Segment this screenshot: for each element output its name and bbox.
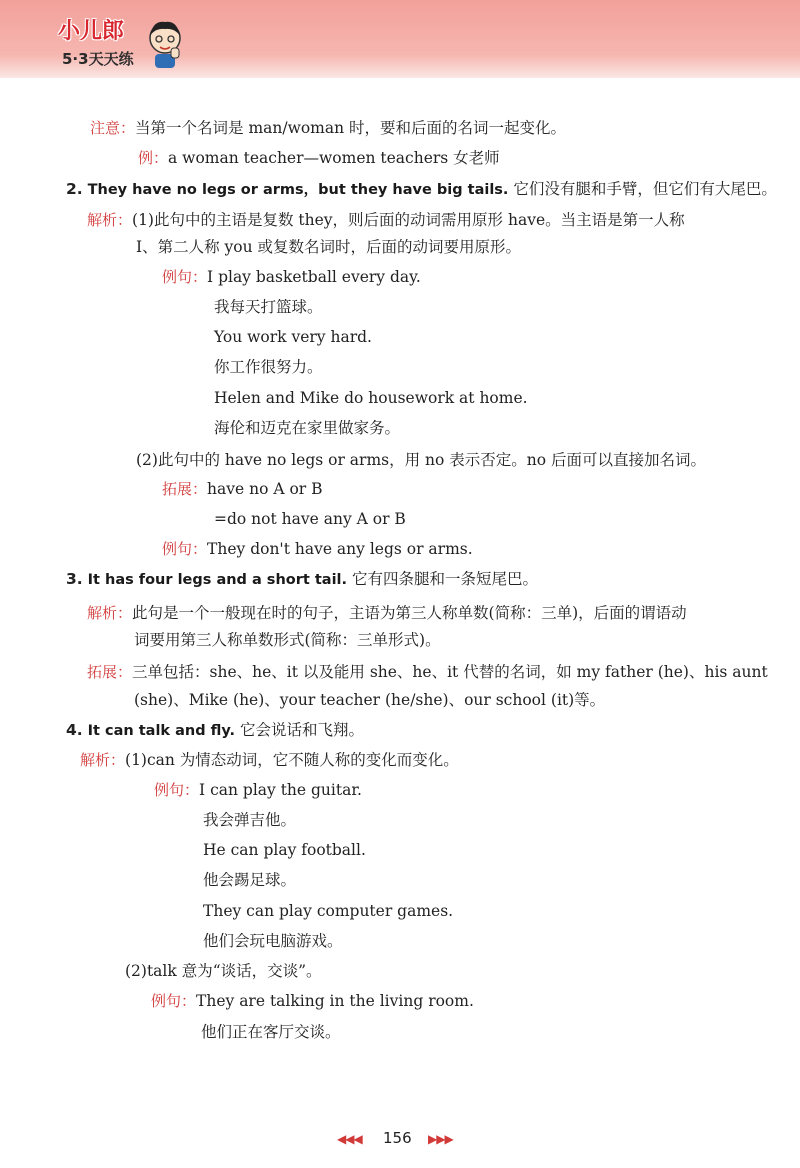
item4-heading	[66, 720, 364, 741]
brand-logo	[58, 14, 158, 74]
page-header	[0, 0, 800, 78]
item4-example-tag: 例句：	[154, 781, 200, 799]
brand-title: 小儿郎	[58, 19, 125, 44]
item3-extension-tag: 拓展：	[87, 663, 133, 681]
item4-ex2-chinese: 他会踢足球。	[203, 871, 297, 889]
item3-extension-1: 三单包括：she、he、it 以及能用 she、he、it 代替的名词，如 my father (he)、his aunt	[132, 663, 768, 681]
item2-example-tag: 例句：	[162, 268, 208, 286]
item2-analysis-line	[87, 210, 685, 230]
item3-analysis-1: 此句是一个一般现在时的句子，主语为第三人称单数(简称：三单)，后面的谓语动	[132, 604, 687, 622]
item4-ex2-english: He can play football.	[203, 841, 366, 859]
item4-ex1-chinese: 我会弹吉他。	[203, 811, 297, 829]
item4-ex4-english: They are talking in the living room.	[196, 992, 474, 1010]
mascot-icon	[145, 18, 185, 70]
item2-analysis-tag: 解析：	[87, 211, 133, 229]
item4-example-line	[154, 780, 362, 800]
note-line	[90, 118, 566, 138]
left-arrows-icon: ◀◀◀	[337, 1132, 362, 1146]
note-example-line	[138, 148, 500, 168]
item4-example4-line	[151, 991, 474, 1011]
item3-analysis-tag: 解析：	[87, 604, 133, 622]
item4-ex3-chinese: 他们会玩电脑游戏。	[203, 932, 343, 950]
item3-analysis-1b: 词要用第三人称单数形式(简称：三单形式)。	[134, 631, 441, 649]
item2-example4-tag: 例句：	[162, 540, 208, 558]
item2-ex2-english: You work very hard.	[214, 328, 372, 346]
item4-example4-tag: 例句：	[151, 992, 197, 1010]
item3-chinese: 它有四条腿和一条短尾巴。	[347, 570, 538, 588]
item2-ex3-chinese: 海伦和迈克在家里做家务。	[214, 419, 401, 437]
item2-chinese: 它们没有腿和手臂，但它们有大尾巴。	[508, 180, 777, 198]
item2-ex1-chinese: 我每天打篮球。	[214, 298, 323, 316]
item4-english: It can talk and fly.	[87, 723, 236, 739]
item2-analysis-1: (1)此句中的主语是复数 they，则后面的动词需用原形 have。当主语是第一人称	[132, 211, 685, 229]
item4-ex4-chinese: 他们正在客厅交谈。	[201, 1023, 341, 1041]
item2-heading	[66, 179, 777, 200]
note-example-tag: 例：	[138, 149, 169, 167]
item4-number: 4.	[66, 721, 83, 739]
item3-english: It has four legs and a short tail.	[87, 572, 348, 588]
page-number: 156	[383, 1129, 412, 1147]
item3-extension-1b: (she)、Mike (he)、your teacher (he/she)、our school (it)等。	[134, 691, 606, 709]
item4-analysis-1: (1)can 为情态动词，它不随人称的变化而变化。	[125, 751, 459, 769]
item2-ex2-chinese: 你工作很努力。	[214, 358, 323, 376]
item4-analysis-line	[80, 750, 459, 770]
item2-ex1-english: I play basketball every day.	[207, 268, 421, 286]
item2-extension-1: have no A or B	[207, 480, 323, 498]
item2-extension-line	[162, 479, 323, 499]
note-example-text: a woman teacher—women teachers 女老师	[168, 149, 500, 167]
item4-ex3-english: They can play computer games.	[203, 902, 454, 920]
item4-analysis-tag: 解析：	[80, 751, 126, 769]
item2-analysis-1b: I、第二人称 you 或复数名词时，后面的动词要用原形。	[136, 238, 522, 256]
item2-number: 2.	[66, 180, 83, 198]
item2-example4-line	[162, 539, 473, 559]
item4-chinese: 它会说话和飞翔。	[235, 721, 364, 739]
item4-ex1-english: I can play the guitar.	[199, 781, 362, 799]
note-text: 当第一个名词是 man/woman 时，要和后面的名词一起变化。	[135, 119, 567, 137]
item2-example-line	[162, 267, 421, 287]
item3-analysis-line	[87, 603, 687, 623]
item2-analysis-2: (2)此句中的 have no legs or arms，用 no 表示否定。no 后面可以直接加名词。	[136, 451, 707, 469]
right-arrows-icon: ▶▶▶	[428, 1132, 453, 1146]
item2-english: They have no legs or arms，but they have big tails.	[87, 182, 509, 198]
item2-extension-2: =do not have any A or B	[214, 510, 406, 528]
item2-ex4-english: They don't have any legs or arms.	[207, 540, 473, 558]
item2-ex3-english: Helen and Mike do housework at home.	[214, 389, 528, 407]
item2-extension-tag: 拓展：	[162, 480, 208, 498]
item3-number: 3.	[66, 570, 83, 588]
brand-subtitle: 5·3天天练	[62, 50, 134, 68]
item3-heading	[66, 569, 538, 590]
item3-extension-line	[87, 662, 768, 682]
item4-analysis-2: (2)talk 意为“谈话，交谈”。	[125, 962, 322, 980]
note-tag: 注意：	[90, 119, 136, 137]
